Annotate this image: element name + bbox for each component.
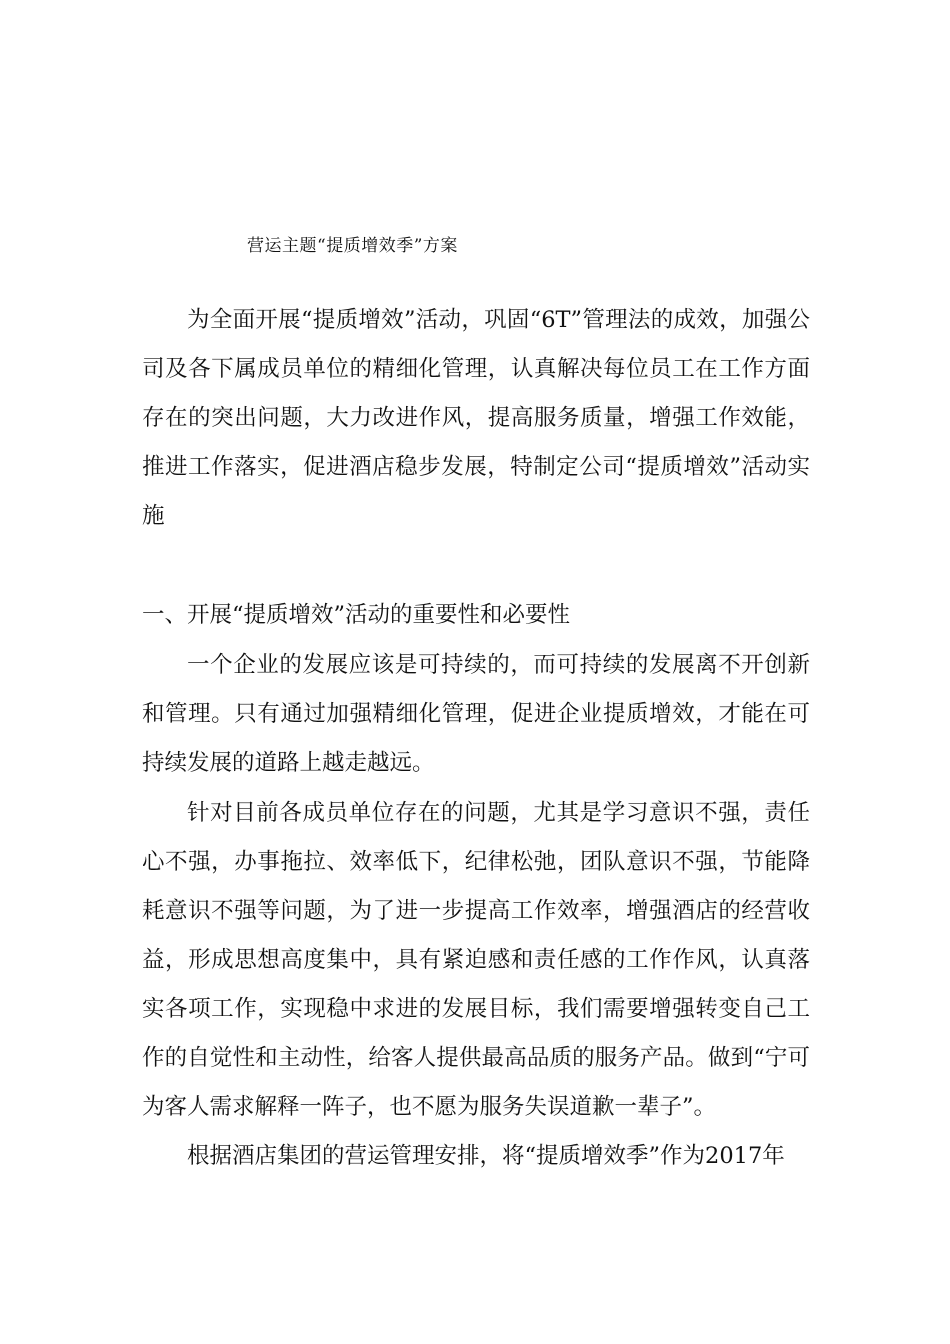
section-paragraph: 针对目前各成员单位存在的问题，尤其是学习意识不强，责任心不强，办事拖拉、效率低下，纪律松弛，团队意识不强，节能降耗意识不强等问题，为了进一步提高工作效率，增强酒店的经营收益，形成思想高度集中，具有紧迫感和责任感的工作作风，认真落实各项工作，实现稳中求进的发展目标，我们需要增强转变自己工作的自觉性和主动性，给客人提供最高品质的服务产品。做到“宁可为客人需求解释一阵子，也不愿为服务失误道歉一辈子”。: [142, 800, 810, 1120]
section-paragraph: 一个企业的发展应该是可持续的，而可持续的发展离不开创新和管理。只有通过加强精细化管理，促进企业提质增效，才能在可持续发展的道路上越走越远。: [142, 652, 810, 776]
section-heading: 一、开展“提质增效”活动的重要性和必要性: [142, 602, 571, 628]
section-paragraph: 根据酒店集团的营运管理安排，将“提质增效季”作为2017年: [187, 1143, 785, 1169]
intro-paragraph: 为全面开展“提质增效”活动，巩固“6T”管理法的成效，加强公司及各下属成员单位的精细化管理，认真解决每位员工在工作方面存在的突出问题，大力改进作风，提高服务质量，增强工作效能，推进工作落实，促进酒店稳步发展，特制定公司“提质增效”活动实施: [142, 307, 810, 529]
document-title: 营运主题“提质增效季”方案: [247, 236, 458, 256]
